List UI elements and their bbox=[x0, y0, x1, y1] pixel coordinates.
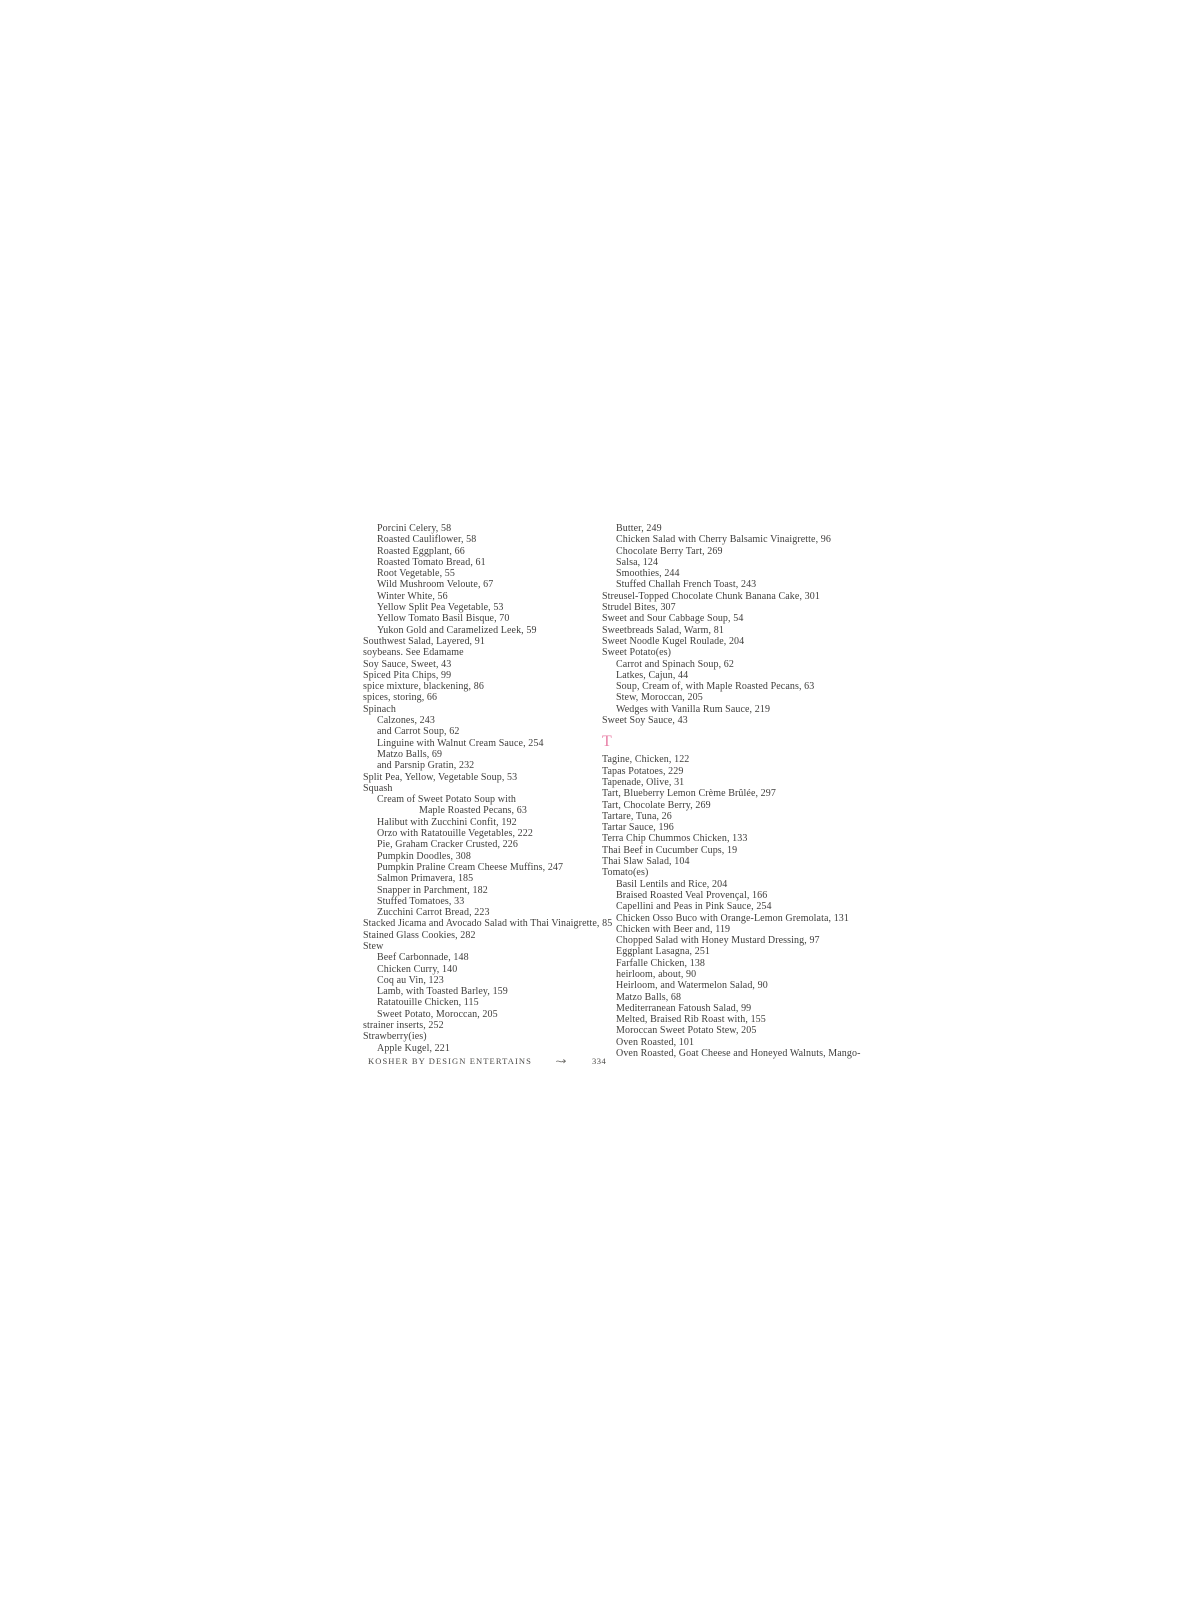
index-entry: Chicken Salad with Cherry Balsamic Vinaigrette, 96 bbox=[616, 534, 831, 546]
index-entry: soybeans. See Edamame bbox=[363, 647, 464, 659]
index-entry: Terra Chip Chummos Chicken, 133 bbox=[602, 833, 748, 845]
index-entry: Roasted Cauliflower, 58 bbox=[377, 534, 477, 546]
index-entry: Maple Roasted Pecans, 63 bbox=[419, 805, 527, 817]
page-number: 334 bbox=[591, 1056, 607, 1066]
index-entry: Soup, Cream of, with Maple Roasted Pecans, 63 bbox=[616, 681, 815, 693]
index-entry: Orzo with Ratatouille Vegetables, 222 bbox=[377, 828, 533, 840]
index-entry: Squash bbox=[363, 782, 393, 794]
index-entry: Sweet Potato, Moroccan, 205 bbox=[377, 1008, 498, 1020]
index-entry: Tartare, Tuna, 26 bbox=[602, 810, 672, 822]
index-entry: Root Vegetable, 55 bbox=[377, 568, 455, 580]
index-entry: Stuffed Tomatoes, 33 bbox=[377, 895, 465, 907]
index-entry: Wedges with Vanilla Rum Sauce, 219 bbox=[616, 703, 771, 715]
index-entry: Stew, Moroccan, 205 bbox=[616, 692, 703, 704]
index-entry: and Carrot Soup, 62 bbox=[377, 726, 460, 738]
index-entry: Smoothies, 244 bbox=[616, 568, 680, 580]
index-entry: Heirloom, and Watermelon Salad, 90 bbox=[616, 980, 768, 992]
index-entry: Farfalle Chicken, 138 bbox=[616, 957, 706, 969]
index-entry: Sweet and Sour Cabbage Soup, 54 bbox=[602, 613, 744, 625]
index-entry: Tapenade, Olive, 31 bbox=[602, 776, 685, 788]
index-entry: Salmon Primavera, 185 bbox=[377, 873, 474, 885]
index-entry: spice mixture, blackening, 86 bbox=[363, 681, 484, 693]
index-entry: Cream of Sweet Potato Soup with bbox=[377, 794, 516, 806]
index-entry: Chopped Salad with Honey Mustard Dressing, 97 bbox=[616, 935, 820, 947]
index-entry: Coq au Vin, 123 bbox=[377, 974, 444, 986]
index-entry: Snapper in Parchment, 182 bbox=[377, 884, 488, 896]
index-entry: Strawberry(ies) bbox=[363, 1031, 427, 1043]
index-entry: Butter, 249 bbox=[616, 523, 662, 534]
arrow-flourish-icon bbox=[556, 1057, 568, 1065]
index-entry: Tart, Blueberry Lemon Crème Brûlée, 297 bbox=[602, 788, 776, 800]
index-column-right bbox=[602, 523, 861, 1060]
index-entry: heirloom, about, 90 bbox=[616, 968, 697, 980]
index-entry: Tapas Potatoes, 229 bbox=[602, 765, 684, 777]
index-entry: spices, storing, 66 bbox=[363, 692, 438, 704]
index-entry: Southwest Salad, Layered, 91 bbox=[363, 635, 485, 647]
index-entry: Stained Glass Cookies, 282 bbox=[363, 929, 476, 941]
index-entry: Matzo Balls, 68 bbox=[616, 991, 682, 1003]
index-entry: Thai Beef in Cucumber Cups, 19 bbox=[602, 844, 738, 856]
index-entry: Tomato(es) bbox=[602, 867, 649, 879]
index-entry: Stew bbox=[363, 940, 384, 952]
index-entry: Thai Slaw Salad, 104 bbox=[602, 856, 690, 868]
index-entry: Winter White, 56 bbox=[377, 590, 448, 602]
index-entry: Chicken Curry, 140 bbox=[377, 963, 458, 975]
index-entry: Sweet Noodle Kugel Roulade, 204 bbox=[602, 635, 745, 647]
index-entry: Capellini and Peas in Pink Sauce, 254 bbox=[616, 901, 772, 913]
index-entry: Roasted Eggplant, 66 bbox=[377, 545, 465, 557]
index-entry: Sweet Potato(es) bbox=[602, 647, 672, 659]
index-column-left bbox=[363, 523, 613, 1054]
index-entry: Basil Lentils and Rice, 204 bbox=[616, 878, 728, 890]
index-entry: Braised Roasted Veal Provençal, 166 bbox=[616, 889, 768, 901]
index-entry: Salsa, 124 bbox=[616, 556, 659, 568]
index-entry: Roasted Tomato Bread, 61 bbox=[377, 556, 486, 568]
index-entry: Porcini Celery, 58 bbox=[377, 523, 452, 534]
index-entry: Tartar Sauce, 196 bbox=[602, 822, 674, 834]
index-entry: strainer inserts, 252 bbox=[363, 1020, 444, 1032]
index-entry: Calzones, 243 bbox=[377, 715, 435, 727]
index-entry: Spiced Pita Chips, 99 bbox=[363, 669, 452, 681]
index-entry: Chicken Osso Buco with Orange-Lemon Gremolata, 131 bbox=[616, 912, 850, 924]
index-entry: Oven Roasted, 101 bbox=[616, 1036, 695, 1048]
index-entry: Sweet Soy Sauce, 43 bbox=[602, 715, 688, 727]
index-entry: Yellow Split Pea Vegetable, 53 bbox=[377, 602, 504, 614]
index-entry: Zucchini Carrot Bread, 223 bbox=[377, 907, 490, 919]
index-entry: Stacked Jicama and Avocado Salad with Thai Vinaigrette, 85 bbox=[363, 918, 613, 930]
index-entry: Matzo Balls, 69 bbox=[377, 748, 443, 760]
index-entry: Melted, Braised Rib Roast with, 155 bbox=[616, 1014, 766, 1026]
book-title: KOSHER BY DESIGN ENTERTAINS bbox=[368, 1056, 532, 1066]
index-entry: Halibut with Zucchini Confit, 192 bbox=[377, 816, 517, 828]
index-entry: Soy Sauce, Sweet, 43 bbox=[363, 658, 452, 670]
index-entry: Carrot and Spinach Soup, 62 bbox=[616, 658, 734, 670]
index-entry: Split Pea, Yellow, Vegetable Soup, 53 bbox=[363, 771, 518, 783]
index-entry: and Parsnip Gratin, 232 bbox=[377, 760, 475, 772]
index-entry: Yellow Tomato Basil Bisque, 70 bbox=[377, 613, 510, 625]
index-entry: Lamb, with Toasted Barley, 159 bbox=[377, 986, 508, 998]
index-entry: Strudel Bites, 307 bbox=[602, 602, 676, 614]
index-entry: Beef Carbonnade, 148 bbox=[377, 952, 469, 964]
index-entry: Wild Mushroom Veloute, 67 bbox=[377, 579, 494, 591]
index-entry: Apple Kugel, 221 bbox=[377, 1042, 450, 1054]
index-entry: Chocolate Berry Tart, 269 bbox=[616, 545, 723, 557]
index-entry: Sweetbreads Salad, Warm, 81 bbox=[602, 624, 724, 636]
index-entry: Pumpkin Praline Cream Cheese Muffins, 247 bbox=[377, 861, 564, 873]
index-entry: Ratatouille Chicken, 115 bbox=[377, 997, 479, 1009]
index-entry: Pie, Graham Cracker Crusted, 226 bbox=[377, 839, 518, 851]
index-entry: Linguine with Walnut Cream Sauce, 254 bbox=[377, 737, 544, 749]
index-entry: Stuffed Challah French Toast, 243 bbox=[616, 579, 757, 591]
index-entry: Streusel-Topped Chocolate Chunk Banana Cake, 301 bbox=[602, 590, 820, 602]
index-entry: Tagine, Chicken, 122 bbox=[602, 754, 690, 766]
index-entry: Spinach bbox=[363, 703, 396, 715]
index-entry: Oven Roasted, Goat Cheese and Honeyed Walnuts, Mango- bbox=[616, 1048, 861, 1060]
index-entry: Moroccan Sweet Potato Stew, 205 bbox=[616, 1025, 757, 1037]
index-entry: Mediterranean Fatoush Salad, 99 bbox=[616, 1002, 752, 1014]
page-footer bbox=[368, 1056, 606, 1066]
index-entry: Eggplant Lasagna, 251 bbox=[616, 946, 711, 958]
index-entry: Yukon Gold and Caramelized Leek, 59 bbox=[377, 624, 537, 636]
index-entry: Tart, Chocolate Berry, 269 bbox=[602, 799, 711, 811]
index-entry: Latkes, Cajun, 44 bbox=[616, 669, 689, 681]
index-entry: Chicken with Beer and, 119 bbox=[616, 923, 731, 935]
index-entry: Pumpkin Doodles, 308 bbox=[377, 850, 471, 862]
letter-heading: T bbox=[602, 733, 612, 751]
